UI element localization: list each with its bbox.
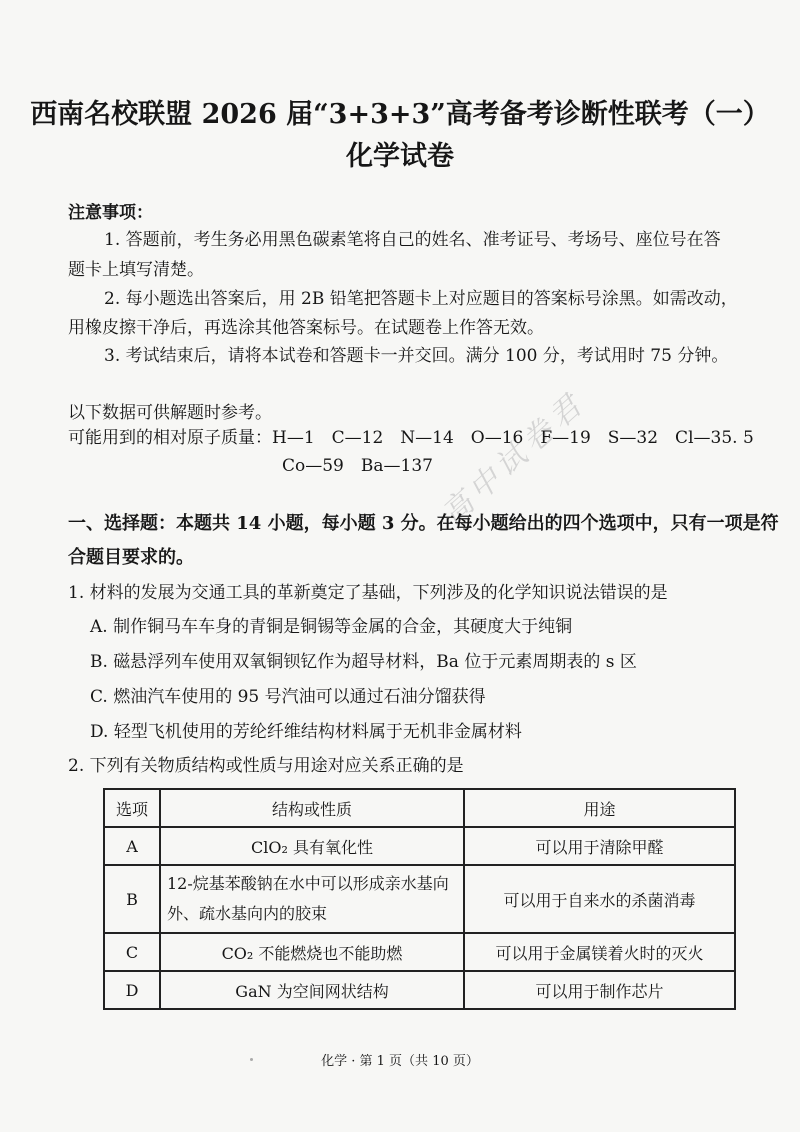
section-heading-line-2: 合题目要求的。 xyxy=(68,547,194,568)
row-property: ClO₂ 具有氧化性 xyxy=(160,827,464,865)
table-header-option: 选项 xyxy=(104,789,160,827)
notice-item-2-line-1: 2. 每小题选出答案后，用 2B 铅笔把答题卡上对应题目的答案标号涂黑。如需改动， xyxy=(104,289,738,309)
watermark: 高中试卷君 xyxy=(435,385,593,532)
row-use: 可以用于清除甲醛 xyxy=(464,827,735,865)
atomic-masses-line-2: Co—59 Ba—137 xyxy=(282,456,433,476)
notice-heading: 注意事项： xyxy=(68,203,153,223)
row-property: 12-烷基苯酸钠在水中可以形成亲水基向外、疏水基向内的胶束 xyxy=(160,865,464,933)
reference-intro: 以下数据可供解题时参考。 xyxy=(68,403,272,423)
question-1-option-c: C. 燃油汽车使用的 95 号汽油可以通过石油分馏获得 xyxy=(90,687,486,707)
row-use: 可以用于自来水的杀菌消毒 xyxy=(464,865,735,933)
notice-item-3: 3. 考试结束后，请将本试卷和答题卡一并交回。满分 100 分，考试用时 75 分钟。 xyxy=(104,346,729,366)
section-heading-line-1: 一、选择题：本题共 14 小题，每小题 3 分。在每小题给出的四个选项中，只有一项是符 xyxy=(68,513,779,534)
table-row xyxy=(104,865,735,933)
table-header-property: 结构或性质 xyxy=(160,789,464,827)
question-1-option-a: A. 制作铜马车车身的青铜是铜锡等金属的合金，其硬度大于纯铜 xyxy=(90,617,573,637)
table-row xyxy=(104,971,735,1009)
page-footer: 化学 · 第 1 页（共 10 页） xyxy=(321,1054,479,1069)
row-property: CO₂ 不能燃烧也不能助燃 xyxy=(160,933,464,971)
subject-title: 化学试卷 xyxy=(346,141,454,172)
question-2-table xyxy=(103,788,736,1010)
question-2-stem: 2. 下列有关物质结构或性质与用途对应关系正确的是 xyxy=(68,756,464,776)
row-option: D xyxy=(104,971,160,1009)
atomic-masses-line-1: 可能用到的相对原子质量：H—1 C—12 N—14 O—16 F—19 S—32 Cl—35. 5 xyxy=(68,428,754,448)
notice-item-1-line-2: 题卡上填写清楚。 xyxy=(68,260,204,280)
row-option: C xyxy=(104,933,160,971)
table-header-row xyxy=(104,789,735,827)
row-option: A xyxy=(104,827,160,865)
row-use: 可以用于制作芯片 xyxy=(464,971,735,1009)
notice-item-2-line-2: 用橡皮擦干净后，再选涂其他答案标号。在试题卷上作答无效。 xyxy=(68,318,544,338)
notice-item-1-line-1: 1. 答题前，考生务必用黑色碳素笔将自己的姓名、准考证号、考场号、座位号在答 xyxy=(104,230,721,250)
table-header-use: 用途 xyxy=(464,789,735,827)
question-1-stem: 1. 材料的发展为交通工具的革新奠定了基础，下列涉及的化学知识说法错误的是 xyxy=(68,583,668,603)
row-property: GaN 为空间网状结构 xyxy=(160,971,464,1009)
table-row xyxy=(104,827,735,865)
row-option: B xyxy=(104,865,160,933)
question-1-option-b: B. 磁悬浮列车使用双氧铜钡钇作为超导材料，Ba 位于元素周期表的 s 区 xyxy=(90,652,637,672)
question-1-option-d: D. 轻型飞机使用的芳纶纤维结构材料属于无机非金属材料 xyxy=(90,722,522,742)
exam-title: 西南名校联盟 2026 届“3+3+3”高考备考诊断性联考（一） xyxy=(30,99,770,130)
row-use: 可以用于金属镁着火时的灭火 xyxy=(464,933,735,971)
table-row xyxy=(104,933,735,971)
